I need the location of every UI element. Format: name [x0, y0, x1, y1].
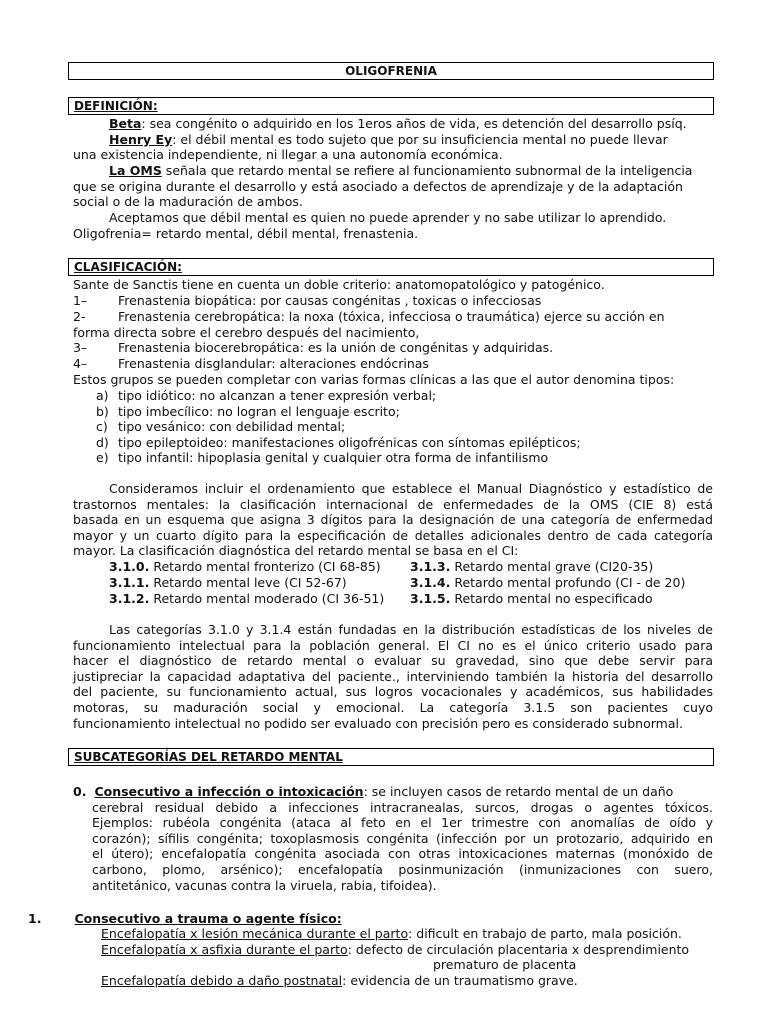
ci-code: 3.1.4.: [410, 575, 451, 590]
item-text: Frenastenia disglandular: alteraciones endócrinas: [118, 356, 429, 371]
oms-text-1: señala que retardo mental se refiere al funcionamiento subnormal de la inteligencia: [161, 163, 693, 178]
subcategorias-heading: SUBCATEGORÍAS DEL RETARDO MENTAL: [74, 750, 343, 764]
title-box: [68, 62, 714, 80]
tipo-text: tipo vesánico: con debilidad mental;: [118, 419, 346, 434]
ci-code-item: [109, 575, 347, 590]
paragraph-line: mayor. La clasificación diagnóstica del retardo mental se basa en el CI:: [73, 543, 519, 559]
item-text: Frenastenia biopática: por causas congénitas , toxicas o infecciosas: [118, 293, 542, 308]
tipo-letter: d): [96, 434, 109, 450]
ci-code-item: [109, 591, 384, 606]
ci-code-item: [410, 575, 685, 590]
ci-code-label: Retardo mental leve (CI 52-67): [149, 575, 347, 590]
ci-code-label: Retardo mental moderado (CI 36-51): [149, 591, 385, 606]
aceptamos-text: Aceptamos que débil mental es quien no puede aprender y no sabe utilizar lo aprendido.: [109, 210, 667, 225]
item-number: 3–: [73, 340, 88, 355]
tipo-item: [96, 435, 736, 451]
paragraph-line: hacer el diagnóstico de retardo mental o evaluar su gravedad, sino que debe servir para: [73, 653, 713, 669]
ci-code-label: Retardo mental no especificado: [450, 591, 653, 606]
item0-number: 0.: [73, 784, 87, 799]
item-number: 4–: [73, 356, 88, 371]
item0-body-line: carbono, plomo, arsénico); encefalopatía posinmunización (inmunizaciones con suero,: [92, 862, 713, 877]
beta-name: Beta: [109, 116, 142, 131]
paragraph-line: funcionamiento intelectual para la población general. El CI no es el único criterio usado para: [73, 637, 713, 653]
ci-code: 3.1.5.: [410, 591, 451, 606]
frenastenia-item: [73, 309, 713, 325]
oms-name: La OMS: [109, 163, 162, 178]
section-heading-clasificacion: [68, 258, 714, 276]
item-text: Frenastenia biocerebropática: es la unión de congénitas y adquiridas.: [118, 340, 554, 355]
tipo-letter: a): [96, 388, 109, 403]
enc1-label: Encefalopatía x lesión mecánica durante el parto: [101, 926, 409, 941]
item-text: forma directa sobre el cerebro después del nacimiento,: [73, 325, 420, 340]
paragraph-line: funcionamiento intelectual no podido ser evaluado con precisión pero es considerado subnormal.: [73, 715, 683, 731]
tipo-text: tipo epileptoideo: manifestaciones oligofrénicas con síntomas epilépticos;: [118, 434, 581, 450]
tipo-text: tipo idiótico: no alcanzan a tener expresión verbal;: [118, 388, 437, 403]
grupos-line: Estos grupos se pueden completar con varias formas clínicas a las que el autor denomina tipos:: [73, 372, 675, 387]
paragraph-line: motoras, su maduración social y emocional. La categoría 3.1.5 son pacientes cuyo: [73, 700, 713, 715]
item0-body-line: el útero); encefalopatía congénita asociada con otras intoxicaciones maternas (monóxido de: [92, 846, 713, 862]
clasificacion-heading: CLASIFICACIÓN:: [74, 260, 182, 274]
item1-number: 1.: [28, 911, 42, 926]
tipo-item: [96, 404, 736, 420]
aceptamos-line: [73, 210, 713, 226]
frenastenia-item: [73, 293, 713, 309]
ci-code: 3.1.2.: [109, 591, 150, 606]
ci-code-label: Retardo mental profundo (CI - de 20): [450, 575, 686, 590]
tipo-text: tipo imbecílico: no logran el lenguaje escrito;: [118, 403, 400, 419]
henry-line: [73, 132, 713, 148]
ci-code: 3.1.0.: [109, 559, 150, 574]
item1-line: [28, 911, 668, 927]
enc2-line-2: prematuro de placenta: [433, 957, 577, 972]
definicion-heading: DEFINICIÓN:: [74, 99, 158, 113]
item0-body-line: Ejemplos: rubéola congénita (ataca al feto en el 1er trimestre con anomalías de oído y: [92, 815, 713, 831]
paragraph-line: mayor y un cuarto dígito para la especificación de detalles adicionales dentro de cada categoría: [73, 527, 713, 543]
tipo-item: [96, 388, 736, 404]
tipo-letter: b): [96, 403, 109, 419]
ci-code: 3.1.3.: [410, 559, 451, 574]
ci-code-label: Retardo mental grave (CI20-35): [450, 559, 654, 574]
tipo-letter: e): [96, 450, 109, 465]
enc2-label: Encefalopatía x asfixia durante el parto: [101, 942, 348, 957]
item-number: 1–: [73, 293, 88, 308]
beta-line: [73, 116, 713, 132]
enc3-text: : evidencia de un traumatismo grave.: [342, 973, 578, 988]
section-heading-definicion: [68, 97, 714, 115]
enc3-line: [101, 973, 741, 989]
tipo-text: tipo infantil: hipoplasia genital y cualquier otra forma de infantilismo: [118, 450, 549, 465]
page-title: OLIGOFRENIA: [345, 64, 437, 78]
paragraph-line: Consideramos incluir el ordenamiento que establece el Manual Diagnóstico y estadístico de: [109, 481, 713, 496]
tipo-item: [96, 419, 736, 435]
item0-text: : se incluyen casos de retardo mental de un daño: [363, 784, 674, 799]
frenastenia-item: [73, 356, 713, 372]
paragraph-line: del paciente, su funcionamiento actual, sus logros vocacionales y académicos, sus habilidades: [73, 684, 713, 700]
clasificacion-intro: Sante de Sanctis tiene en cuenta un doble criterio: anatomopatológico y patogénico.: [73, 277, 605, 292]
item0-body-line: antitetánico, vacunas contra la viruela, rabia, tifoidea).: [92, 877, 437, 893]
item0-body-line: cerebral residual debido a infecciones intracranealas, surcos, drogas o agentes tóxicos.: [92, 799, 713, 815]
enc2-text: : defecto de circulación placentaria x desprendimiento: [347, 942, 690, 957]
item-text: Frenastenia cerebropática: la noxa (tóxica, infecciosa o traumática) ejerce su acción en: [118, 309, 665, 324]
enc3-label: Encefalopatía debido a daño postnatal: [101, 973, 343, 988]
item0-line: [73, 784, 713, 800]
henry-name: Henry Ey: [109, 132, 173, 147]
item-number: 2-: [73, 309, 86, 324]
ci-code-item: [410, 559, 653, 574]
item0-body-line: corazón); sífilis congénita; toxoplasmosis congénita (infección por un protozario, adquirido en: [92, 830, 713, 846]
beta-text: : sea congénito o adquirido en los 1eros años de vida, es detención del desarrollo psíq.: [141, 116, 687, 131]
oligofrenia-def: Oligofrenia= retardo mental, débil mental, frenastenia.: [73, 226, 419, 241]
oms-line: [73, 163, 713, 179]
section-heading-subcategorias: [68, 748, 714, 766]
oms-line-2: que se origina durante el desarrollo y está asociado a defectos de aprendizaje y de la adaptación: [73, 179, 683, 194]
henry-line-2: una existencia independiente, ni llegar a una autonomía económica.: [73, 147, 503, 162]
frenastenia-item: [73, 325, 713, 341]
tipo-letter: c): [96, 419, 108, 434]
enc1-text: : dificult en trabajo de parto, mala posición.: [408, 926, 682, 941]
henry-text-1: : el débil mental es todo sujeto que por su insuficiencia mental no puede llevar: [172, 132, 668, 147]
paragraph-line: justipreciar la capacidad adaptativa del paciente., interviniendo también la historia del desarrollo: [73, 668, 713, 684]
paragraph-line: trastornos mentales: la clasificación internacional de enfermedades de la OMS (CIE 8) está: [73, 496, 713, 512]
ci-code-item: [410, 591, 653, 606]
paragraph-line: Las categorías 3.1.0 y 3.1.4 están fundadas en la distribución estadísticas de los niveles de: [109, 622, 713, 637]
enc1-line: [101, 926, 741, 942]
frenastenia-item: [73, 340, 713, 356]
enc2-line: [101, 942, 741, 958]
tipo-item: [96, 450, 736, 466]
paragraph-line: basada en un esquema que asigna 3 dígitos para la designación de una categoría de enfermedad: [73, 512, 713, 528]
oms-line-3: social o de la maduración de ambos.: [73, 194, 303, 209]
ci-code-item: [109, 559, 381, 574]
ci-code: 3.1.1.: [109, 575, 150, 590]
item1-title: Consecutivo a trauma o agente físico:: [74, 911, 342, 926]
ci-code-label: Retardo mental fronterizo (CI 68-85): [149, 559, 381, 574]
item0-title: Consecutivo a infección o intoxicación: [94, 784, 364, 799]
